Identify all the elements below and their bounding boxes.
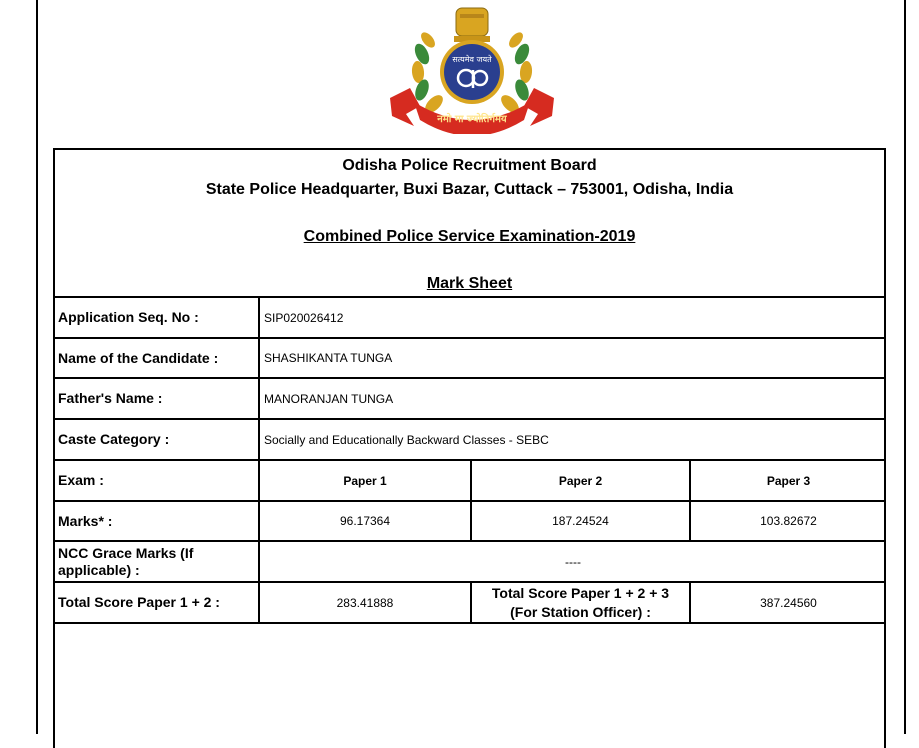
father-name-value: MANORANJAN TUNGA <box>264 391 394 406</box>
sheet-title: Mark Sheet <box>426 275 513 292</box>
total-score-12-label: Total Score Paper 1 + 2 : <box>58 594 220 610</box>
org-address: State Police Headquarter, Buxi Bazar, Cuttack – 753001, Odisha, India <box>205 181 734 198</box>
org-name: Odisha Police Recruitment Board <box>342 157 597 174</box>
ncc-grace-label <box>55 542 258 581</box>
paper2-marks: 187.24524 <box>552 514 609 528</box>
total-score-123-label-line2: (For Station Officer) : <box>510 603 651 620</box>
ncc-grace-label-line2: applicable) : <box>58 561 140 578</box>
paper1-marks: 96.17364 <box>339 514 391 528</box>
emblem-motto-top: सत्यमेव जयते <box>452 55 492 64</box>
paper2-header: Paper 2 <box>558 473 603 488</box>
candidate-name-label: Name of the Candidate : <box>58 349 219 366</box>
candidate-name-value: SHASHIKANTA TUNGA <box>264 351 393 365</box>
paper3-header: Paper 3 <box>766 473 811 488</box>
app-seq-label: Application Seq. No : <box>58 309 199 325</box>
father-name-label: Father's Name : <box>58 390 163 406</box>
total-score-123-label <box>472 583 689 622</box>
marks-label: Marks* : <box>58 512 113 529</box>
total-score-123-value: 387.24560 <box>760 595 817 610</box>
ncc-grace-label-line1: NCC Grace Marks (If <box>58 544 194 561</box>
ncc-grace-value: ---- <box>565 554 581 569</box>
exam-title: Combined Police Service Examination-2019 <box>303 228 636 245</box>
app-seq-value: SIP020026412 <box>264 310 344 325</box>
page-border-left <box>36 0 38 734</box>
emblem-ribbon-motto: नमो मा ज्योतिर्गमय <box>437 114 507 125</box>
exam-label: Exam : <box>58 472 104 488</box>
lion-capital-icon <box>454 8 490 42</box>
total-score-123-label-line1: Total Score Paper 1 + 2 + 3 <box>491 584 670 601</box>
odisha-police-emblem <box>384 2 560 134</box>
caste-category-value: Socially and Educationally Backward Classes - SEBC <box>264 432 549 447</box>
paper3-marks: 103.82672 <box>760 514 817 528</box>
caste-category-label: Caste Category : <box>58 431 170 447</box>
total-score-12-value: 283.41888 <box>336 595 394 610</box>
paper1-header: Paper 1 <box>343 473 387 488</box>
page-border-right <box>904 0 906 734</box>
